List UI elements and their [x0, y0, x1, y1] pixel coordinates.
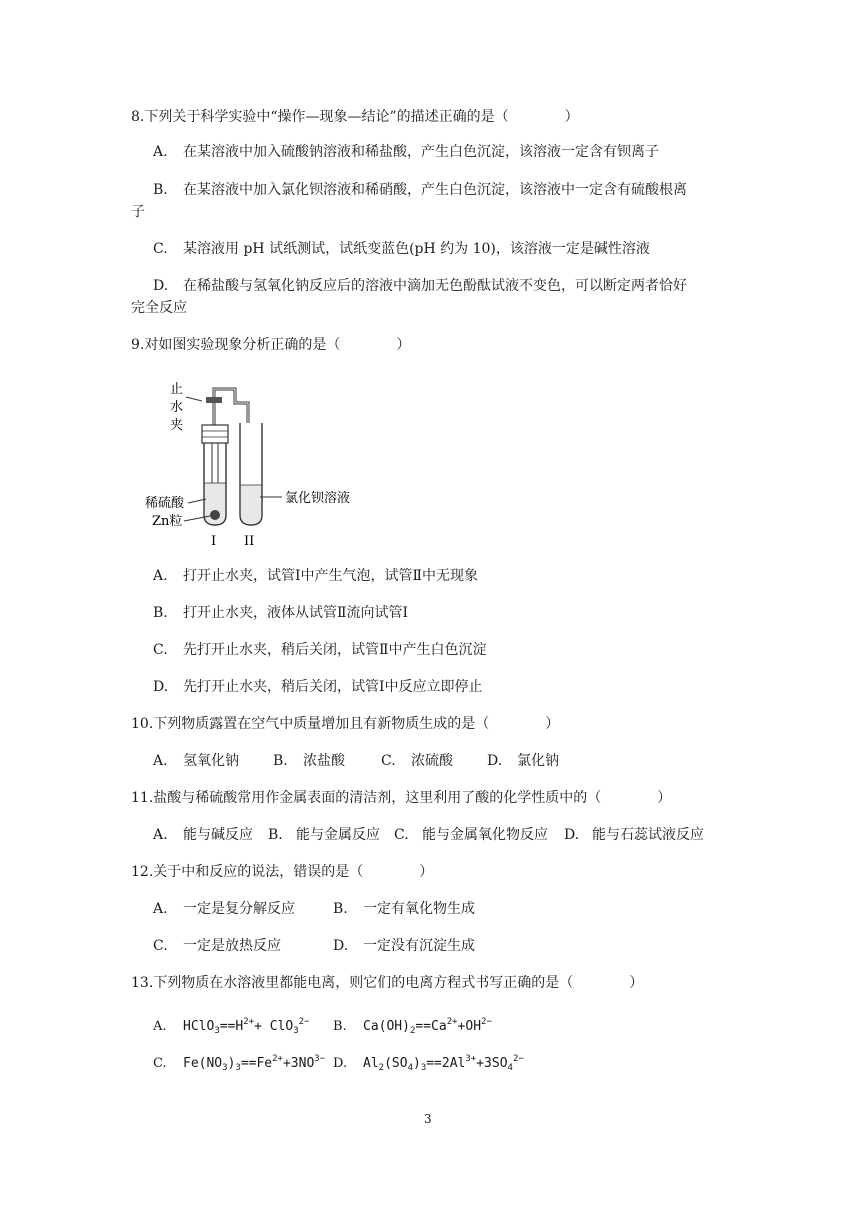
option-text: 在某溶液中加入氯化钡溶液和稀硝酸，产生白色沉淀，该溶液中一定含有硫酸根离: [183, 182, 687, 198]
option-label: B.: [333, 901, 348, 917]
option-text: 能与碱反应: [183, 827, 253, 843]
q11-stem: 11.盐酸与稀硫酸常用作金属表面的清洁剂，这里利用了酸的化学性质中的（ ）: [131, 790, 672, 806]
q11-option-a[interactable]: [153, 825, 253, 845]
option-label: A.: [153, 1019, 167, 1034]
option-label: A.: [153, 827, 168, 843]
option-text: 先打开止水夹，稍后关闭，试管Ⅰ中反应立即停止: [183, 679, 483, 695]
q9-option-b[interactable]: [153, 603, 408, 623]
q8-stem: 8.下列关于科学实验中“操作—现象—结论”的描述正确的是（ ）: [131, 109, 579, 125]
option-label: C.: [153, 1056, 167, 1071]
option-formula: $Al_2(SO_4)_3==2Al^{3+}+3SO_4^{2-}$: [363, 1054, 524, 1073]
option-label: D.: [564, 827, 580, 843]
option-label: C.: [394, 827, 409, 843]
q10-option-d[interactable]: [487, 751, 559, 771]
option-label: B.: [333, 1019, 347, 1034]
option-text: 先打开止水夹，稍后关闭，试管Ⅱ中产生白色沉淀: [183, 642, 487, 658]
clamp-label-2: 水: [170, 400, 184, 415]
tube-2-label: II: [244, 534, 255, 549]
q9-option-c[interactable]: [153, 640, 487, 660]
q8-option-d-continuation: 完全反应: [131, 300, 187, 316]
option-text: 在稀盐酸与氢氧化钠反应后的溶液中滴加无色酚酞试液不变色，可以断定两者恰好: [183, 278, 687, 294]
option-label: A.: [153, 901, 168, 917]
clamp: [206, 397, 222, 403]
delivery-tube-outer: [214, 389, 248, 425]
q12-option-b[interactable]: [333, 899, 475, 919]
q8-option-d[interactable]: [153, 276, 687, 296]
q9-option-a[interactable]: [153, 566, 478, 586]
q13-option-c[interactable]: [153, 1049, 325, 1078]
barium-chloride-liquid: [241, 485, 261, 524]
q9-option-d[interactable]: [153, 677, 483, 697]
q8-option-b[interactable]: [153, 180, 687, 200]
q11-option-c[interactable]: [394, 825, 548, 845]
option-formula: $HClO_3==H^{2+}+ ClO_3^{2-}$: [183, 1017, 310, 1036]
option-text: 某溶液用 pH 试纸测试，试纸变蓝色(pH 约为 10)，该溶液一定是碱性溶液: [183, 241, 650, 257]
option-label: C.: [153, 642, 168, 658]
q8-option-c[interactable]: [153, 239, 650, 259]
option-label: B.: [268, 827, 283, 843]
apparatus-figure: [140, 375, 380, 555]
q11-option-d[interactable]: [564, 825, 704, 845]
option-label: A.: [153, 568, 168, 584]
option-label: D.: [333, 938, 349, 954]
option-text: 能与金属反应: [296, 827, 380, 843]
option-label: C.: [381, 753, 396, 769]
option-label: B.: [273, 753, 288, 769]
option-label: B.: [153, 182, 168, 198]
option-text: 能与石蕊试液反应: [592, 827, 704, 843]
q10-option-b[interactable]: [273, 751, 345, 771]
option-text: 在某溶液中加入硫酸钠溶液和稀盐酸，产生白色沉淀，该溶液一定含有钡离子: [183, 144, 659, 160]
q8-option-b-continuation: 子: [131, 204, 145, 220]
clamp-pointer: [186, 397, 202, 401]
q13-stem: 13.下列物质在水溶液里都能电离，则它们的电离方程式书写正确的是（ ）: [131, 975, 644, 991]
page-number: 3: [424, 1112, 432, 1126]
solution-label: 氯化钡溶液: [285, 491, 351, 506]
option-text: 打开止水夹，试管Ⅰ中产生气泡，试管Ⅱ中无现象: [183, 568, 479, 584]
q12-stem: 12.关于中和反应的说法，错误的是（ ）: [131, 864, 434, 880]
q9-stem: 9.对如图实验现象分析正确的是（ ）: [131, 337, 411, 353]
tube-1-label: I: [211, 534, 217, 549]
q12-option-c[interactable]: [153, 936, 281, 956]
option-label: D.: [153, 278, 169, 294]
q10-stem: 10.下列物质露置在空气中质量增加且有新物质生成的是（ ）: [131, 716, 560, 732]
q11-option-b[interactable]: [268, 825, 380, 845]
q12-option-a[interactable]: [153, 899, 295, 919]
option-text: 一定是放热反应: [183, 938, 281, 954]
stopper: [202, 425, 228, 443]
q8-option-a[interactable]: [153, 142, 659, 162]
q10-option-c[interactable]: [381, 751, 453, 771]
option-text: 氯化钠: [517, 753, 559, 769]
q13-option-b[interactable]: [333, 1012, 492, 1041]
acid-label: 稀硫酸: [145, 496, 185, 511]
option-label: C.: [153, 241, 168, 257]
option-label: A.: [153, 753, 168, 769]
q13-option-d[interactable]: [333, 1049, 524, 1078]
option-label: B.: [153, 605, 168, 621]
option-formula: $Ca(OH)_2==Ca^{2+}+OH^{2-}$: [363, 1017, 492, 1036]
option-label: C.: [153, 938, 168, 954]
option-label: D.: [153, 679, 169, 695]
clamp-label-1: 止: [170, 382, 184, 397]
option-text: 打开止水夹，液体从试管Ⅱ流向试管Ⅰ: [183, 605, 409, 621]
option-text: 能与金属氧化物反应: [422, 827, 548, 843]
delivery-tube-inner: [214, 389, 248, 425]
q10-option-a[interactable]: [153, 751, 239, 771]
option-text: 一定有氧化物生成: [363, 901, 475, 917]
zinc-granules: [210, 510, 220, 520]
q13-option-a[interactable]: [153, 1012, 309, 1041]
q12-option-d[interactable]: [333, 936, 475, 956]
clamp-label-3: 夹: [170, 418, 184, 433]
zn-label: Zn粒: [152, 514, 183, 529]
option-text: 一定是复分解反应: [183, 901, 295, 917]
option-text: 氢氧化钠: [183, 753, 239, 769]
option-text: 浓盐酸: [303, 753, 345, 769]
option-label: A.: [153, 144, 168, 160]
option-formula: $Fe(NO_3)_3==Fe^{2+}+3NO^{3-}$: [183, 1054, 326, 1073]
option-text: 浓硫酸: [411, 753, 453, 769]
option-label: D.: [333, 1056, 348, 1071]
option-label: D.: [487, 753, 503, 769]
option-text: 一定没有沉淀生成: [363, 938, 475, 954]
